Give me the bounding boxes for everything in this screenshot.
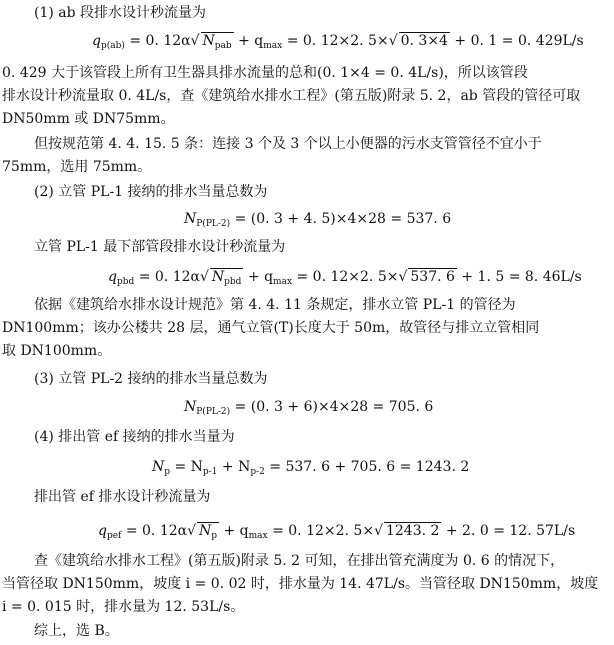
equation-5: $N_p = N_{p-1} + N_{p-2} = 537$. 6 + 705. 6 = 1243. 2 [152, 459, 470, 477]
paragraph-2-line-2: 75mm，选用 75mm。 [2, 159, 152, 175]
equation-4: $N_{P(PL-2)} = (0$. 3 + 6)×4×28 = 705. 6 [184, 399, 434, 417]
paragraph-3-line-2: DN100mm；该办公楼共 28 层，通气立管(T)长度大于 50m，故管径与排立立管相同 [2, 320, 540, 336]
paragraph-1-line-2: 排水设计秒流量取 0. 4L/s，查《建筑给水排水工程》(第五版)附录 5. 2，ab 管段的管径可取 [2, 88, 581, 104]
section-4-title: (4) 排出管 ef 接纳的排水当量为 [34, 429, 235, 445]
paragraph-1-line-1: 0. 429 大于该管段上所有卫生器具排水流量的总和(0. 1×4 = 0. 4L/s)，所以该管段 [2, 65, 528, 81]
paragraph-4-line-1: 查《建筑给水排水工程》(第五版)附录 5. 2 可知，在排出管充满度为 0. 6 的情况下， [34, 553, 565, 569]
equation-3: $q_{pbd} = 0$. 12α√ $N_{pbd} + q_{max} = 0$. 12×2. 5×√ 537. 6 + 1. 5 = 8. 46L/s [108, 269, 582, 287]
paragraph-4-line-3: i = 0. 015 时，排水量为 12. 53L/s。 [2, 599, 245, 615]
paragraph-2-line-1: 但按规范第 4. 4. 15. 5 条：连接 3 个及 3 个以上小便器的污水支管管径不宜小于 [34, 136, 542, 152]
section-3-title: (3) 立管 PL-2 接纳的排水当量总数为 [34, 371, 268, 387]
section-2-title: (2) 立管 PL-1 接纳的排水当量总数为 [34, 184, 268, 200]
equation-6: $q_{pef} = 0$. 12α√ $N_p + q_{max} = 0$. 12×2. 5×√ 1243. 2 + 2. 0 = 12. 57L/s [98, 523, 576, 541]
section-4b-title: 排出管 ef 排水设计秒流量为 [34, 489, 211, 505]
equation-2: $N_{P(PL-2)} = (0$. 3 + 4. 5)×4×28 = 537. 6 [184, 211, 452, 229]
paragraph-1-line-3: DN50mm 或 DN75mm。 [2, 111, 175, 127]
paragraph-3-line-1: 依据《建筑给水排水设计规范》第 4. 4. 11 条规定，排水立管 PL-1 的管径为 [34, 297, 516, 313]
section-1-title: (1) ab 段排水设计秒流量为 [34, 5, 207, 21]
paragraph-3-line-3: 取 DN100mm。 [2, 343, 112, 359]
equation-1: $q_{p(ab)} = 0$. 12α√ $N_{pab} + q_{max} = 0$. 12×2. 5×√ 0. 3×4 + 0. 1 = 0. 429L/s [92, 33, 584, 51]
section-2b-title: 立管 PL-1 最下部管段排水设计秒流量为 [34, 239, 286, 255]
paragraph-4-line-2: 当管径取 DN150mm，坡度 i = 0. 02 时，排水量为 14. 47L/s。当管径取 DN150mm，坡度 [2, 576, 599, 592]
conclusion: 综上，选 B。 [34, 623, 119, 639]
